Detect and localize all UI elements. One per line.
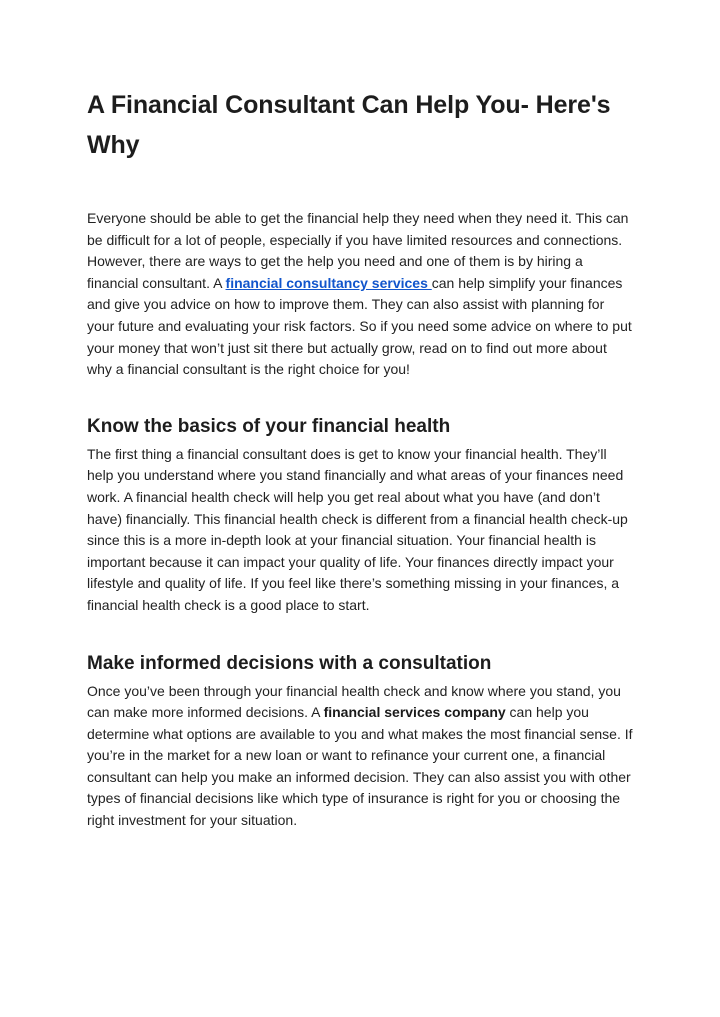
document-title: A Financial Consultant Can Help You- Here's Why bbox=[87, 91, 611, 159]
section-heading-decisions: Make informed decisions with a consultation bbox=[87, 652, 492, 674]
financial-consultancy-services-link[interactable]: financial consultancy services bbox=[225, 274, 432, 291]
intro-paragraph bbox=[87, 208, 635, 381]
financial-services-company-bold: financial services company bbox=[323, 704, 506, 721]
decisions-text-before-bold: Once you’ve been through your financial health check and know where you stand, you can make more informed decisions. A bbox=[87, 682, 621, 721]
intro-text-before-link: Everyone should be able to get the financial help they need when they need it. This can be difficult for a lot of people, especially if you have limited resources and connections. However, there are ways to get the help you need and one of them is by hiring a financial consultant. A bbox=[87, 210, 629, 291]
section-body-decisions bbox=[87, 681, 635, 832]
section-heading-basics: Know the basics of your financial health bbox=[87, 415, 451, 437]
section-body-basics: The first thing a financial consultant does is get to know your financial health. They’ll help you understand where you stand financially and what areas of your finances need work. A financial health check will help you get real about what you have (and don’t have) financially. This financial health check is different from a financial health check-up since this is a more in-depth look at your financial situation. Your financial health is important because it can impact your quality of life. Your finances directly impact your lifestyle and quality of life. If you feel like there’s something missing in your finances, a financial health check is a good place to start. bbox=[87, 445, 628, 613]
document-content bbox=[87, 85, 635, 832]
decisions-text-after-bold: can help you determine what options are available to you and what makes the most financial sense. If you’re in the market for a new loan or want to refinance your current one, a financial consultant can help you make an informed decision. They can also assist you with other types of financial decisions like which type of insurance is right for you or choosing the right investment for your situation. bbox=[87, 704, 633, 829]
intro-text-after-link: can help simplify your finances and give you advice on how to improve them. They can also assist with planning for your future and evaluating your risk factors. So if you need some advice on where to put your money that won’t just sit there but actually grow, read on to find out more about why a financial consultant is the right choice for you! bbox=[87, 274, 632, 378]
